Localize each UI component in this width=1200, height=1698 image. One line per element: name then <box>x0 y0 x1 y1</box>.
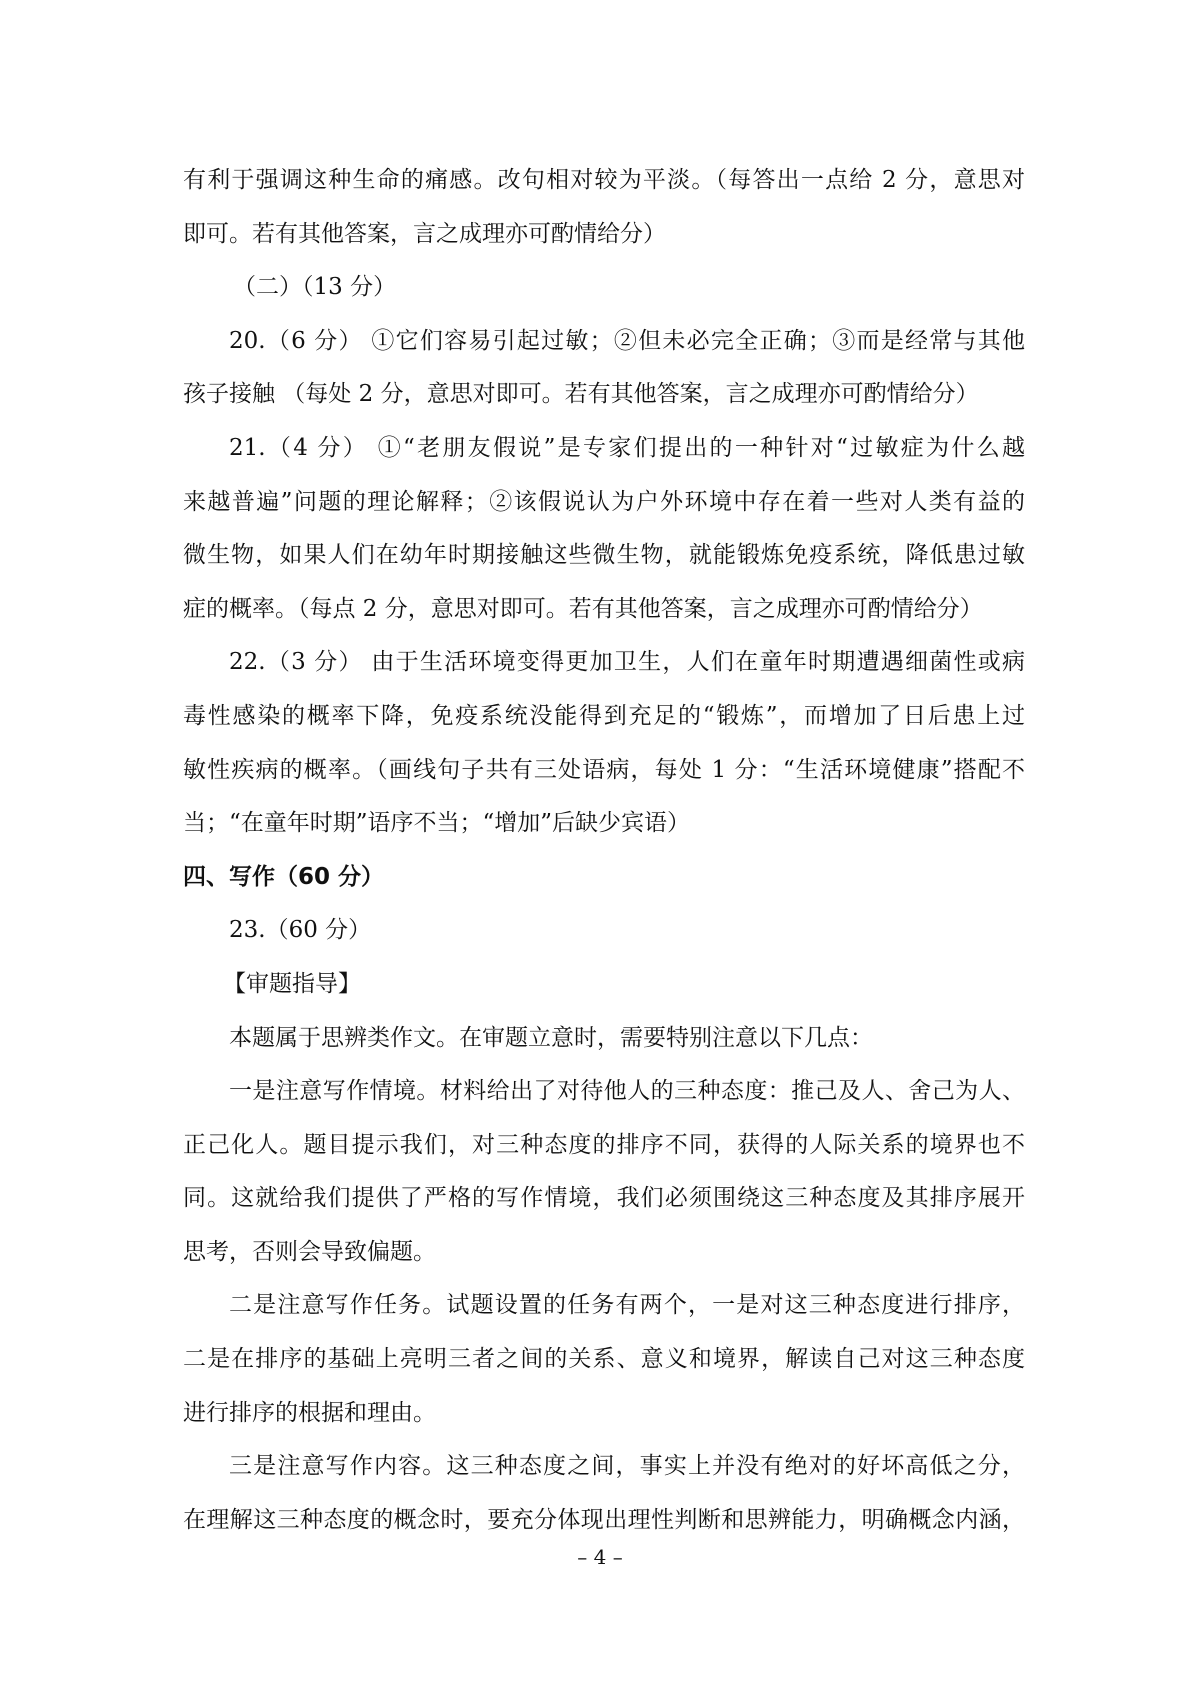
paragraph-intro: 本题属于思辨类作文。在审题立意时，需要特别注意以下几点： <box>229 1024 873 1051</box>
body-text-line: 同。这就给我们提供了严格的写作情境，我们必须围绕这三种态度及其排序展开 <box>183 1185 1025 1212</box>
body-text-line: 正己化人。题目提示我们，对三种态度的排序不同，获得的人际关系的境界也不 <box>183 1131 1025 1158</box>
body-text-line: 二是在排序的基础上亮明三者之间的关系、意义和境界，解读自己对这三种态度 <box>183 1346 1025 1373</box>
paragraph-point-two: 二是注意写作任务。试题设置的任务有两个，一是对这三种态度进行排序， <box>229 1292 1025 1319</box>
body-text-line: 思考，否则会导致偏题。 <box>183 1238 436 1265</box>
body-text-line: 进行排序的根据和理由。 <box>183 1399 436 1426</box>
body-text-line: 来越普遍”问题的理论解释；②该假说认为户外环境中存在着一些对人类有益的 <box>183 488 1025 515</box>
body-text-line: 毒性感染的概率下降，免疫系统没能得到充足的“锻炼”，而增加了日后患上过 <box>183 702 1025 729</box>
paragraph-point-three: 三是注意写作内容。这三种态度之间，事实上并没有绝对的好坏高低之分， <box>229 1453 1025 1480</box>
guidance-heading: 【审题指导】 <box>223 970 361 997</box>
body-text-line: 症的概率。（每点 2 分，意思对即可。若有其他答案，言之成理亦可酌情给分） <box>183 595 983 622</box>
answer-item-22: 22.（3 分） 由于生活环境变得更加卫生，人们在童年时期遭遇细菌性或病 <box>229 649 1025 676</box>
body-text-line: 敏性疾病的概率。（画线句子共有三处语病，每处 1 分：“生活环境健康”搭配不 <box>183 756 1025 783</box>
body-text-line: 当；“在童年时期”语序不当；“增加”后缺少宾语） <box>183 810 691 837</box>
body-text-line: 微生物，如果人们在幼年时期接触这些微生物，就能锻炼免疫系统，降低患过敏 <box>183 542 1025 569</box>
section-heading-writing: 四、写作（60 分） <box>183 863 385 890</box>
answer-item-23: 23.（60 分） <box>229 917 372 944</box>
body-text-line: 孩子接触 （每处 2 分，意思对即可。若有其他答案，言之成理亦可酌情给分） <box>183 381 979 408</box>
answer-item-20: 20.（6 分） ①它们容易引起过敏；②但未必完全正确；③而是经常与其他 <box>229 327 1025 354</box>
answer-item-21: 21.（4 分） ①“老朋友假说”是专家们提出的一种针对“过敏症为什么越 <box>229 434 1025 461</box>
document-body <box>183 154 1025 1547</box>
paragraph-point-one: 一是注意写作情境。材料给出了对待他人的三种态度：推己及人、舍己为人、 <box>229 1078 1025 1105</box>
section-subheading: （二）（13 分） <box>233 274 397 301</box>
body-text-line: 有利于强调这种生命的痛感。改句相对较为平淡。（每答出一点给 2 分，意思对 <box>183 167 1025 193</box>
page-number: – 4 – <box>577 1545 623 1569</box>
body-text-line: 在理解这三种态度的概念时，要充分体现出理性判断和思辨能力，明确概念内涵， <box>183 1506 1025 1533</box>
body-text-line: 即可。若有其他答案，言之成理亦可酌情给分） <box>183 220 666 247</box>
